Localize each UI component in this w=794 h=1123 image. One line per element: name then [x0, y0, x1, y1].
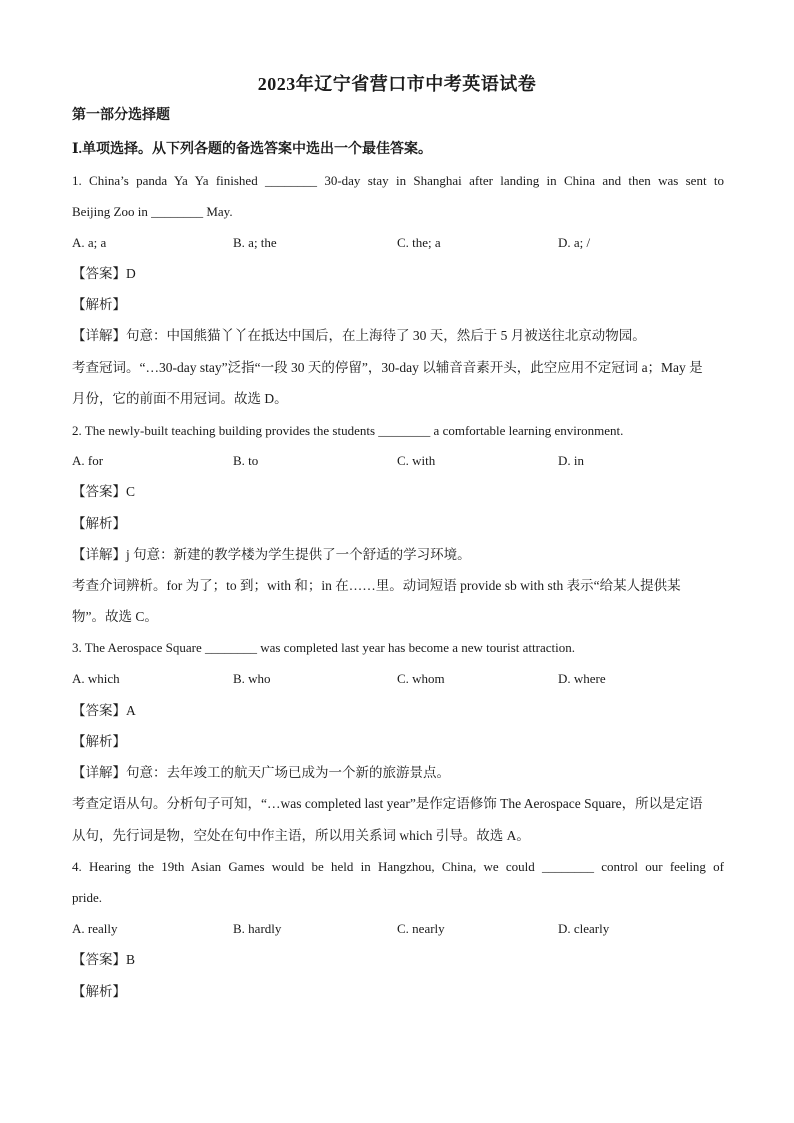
- q3-detail1-text: 句意：去年竣工的航天广场已成为一个新的旅游景点。: [126, 765, 450, 780]
- detail-label: 【详解】: [72, 547, 126, 562]
- q4-option-c: C. nearly: [397, 921, 445, 936]
- q2-analysis-label: 【解析】: [72, 516, 126, 531]
- part-heading: 第一部分选择题: [72, 108, 170, 123]
- q4-stem-line1: 4. Hearing the 19th Asian Games would be held in Hangzhou, China, we could ________ control our feeling of: [72, 859, 724, 874]
- q2-options: [72, 451, 724, 471]
- q1-options: [72, 233, 724, 253]
- q1-detail3: 月份，它的前面不用冠词。故选 D。: [72, 391, 288, 406]
- q2-option-c: C. with: [397, 453, 436, 468]
- answer-label: 【答案】: [72, 266, 126, 281]
- q2-option-b: B. to: [233, 453, 259, 468]
- q2-detail2: 考查介词辨析。for 为了；to 到；with 和；in 在……里。动词短语 provide sb with sth 表示“给某人提供某: [72, 578, 681, 593]
- q1-option-a: A. a; a: [72, 235, 107, 250]
- q3-option-d: D. where: [558, 671, 606, 686]
- q4-analysis-label: 【解析】: [72, 984, 126, 999]
- q1-answer-value: D: [126, 266, 136, 281]
- q1-option-b: B. a; the: [233, 235, 277, 250]
- q1-option-c: C. the; a: [397, 235, 441, 250]
- q3-option-b: B. who: [233, 671, 271, 686]
- q1-answer: [72, 264, 724, 284]
- detail-label: 【详解】: [72, 328, 126, 343]
- q2-option-d: D. in: [558, 453, 584, 468]
- answer-label: 【答案】: [72, 484, 126, 499]
- q4-stem-line2: pride.: [72, 890, 102, 905]
- section-heading: Ⅰ.单项选择。从下列各题的备选答案中选出一个最佳答案。: [72, 142, 433, 157]
- q3-answer: [72, 701, 724, 721]
- q1-stem-line1: 1. China’s panda Ya Ya finished ________ 30-day stay in Shanghai after landing in China and then was sent to: [72, 173, 724, 188]
- q2-option-a: A. for: [72, 453, 104, 468]
- q4-option-d: D. clearly: [558, 921, 610, 936]
- q4-answer-value: B: [126, 952, 136, 967]
- q2-detail3: 物”。故选 C。: [72, 609, 158, 624]
- q1-option-d: D. a; /: [558, 235, 591, 250]
- q4-options: [72, 919, 724, 939]
- q1-stem-line2: Beijing Zoo in ________ May.: [72, 204, 233, 219]
- q3-option-c: C. whom: [397, 671, 445, 686]
- q2-answer-value: C: [126, 484, 136, 499]
- answer-label: 【答案】: [72, 952, 126, 967]
- q2-answer: [72, 482, 724, 502]
- q3-analysis-label: 【解析】: [72, 734, 126, 749]
- q3-detail3: 从句，先行词是物，空处在句中作主语，所以用关系词 which 引导。故选 A。: [72, 828, 530, 843]
- answer-label: 【答案】: [72, 703, 126, 718]
- q3-detail2: 考查定语从句。分析句子可知，“…was completed last year”是作定语修饰 The Aerospace Square，所以是定语: [72, 796, 703, 811]
- q3-stem-line1: 3. The Aerospace Square ________ was completed last year has become a new tourist attraction.: [72, 640, 575, 655]
- page-title: 2023年辽宁省营口市中考英语试卷: [257, 74, 537, 94]
- q2-detail1: [72, 545, 724, 565]
- detail-label: 【详解】: [72, 765, 126, 780]
- q3-answer-value: A: [126, 703, 136, 718]
- q1-detail1-text: 句意：中国熊猫丫丫在抵达中国后，在上海待了 30 天，然后于 5 月被送往北京动物园。: [126, 328, 646, 343]
- q4-option-a: A. really: [72, 921, 118, 936]
- q4-answer: [72, 950, 724, 970]
- q2-stem-line1: 2. The newly-built teaching building provides the students ________ a comfortable learning environment.: [72, 423, 624, 438]
- q2-detail1-text: j 句意：新建的教学楼为学生提供了一个舒适的学习环境。: [126, 547, 471, 562]
- q4-option-b: B. hardly: [233, 921, 282, 936]
- q1-detail1: [72, 326, 724, 346]
- q3-option-a: A. which: [72, 671, 120, 686]
- q3-options: [72, 669, 724, 689]
- q3-detail1: [72, 763, 724, 783]
- q1-analysis-label: 【解析】: [72, 297, 126, 312]
- q1-detail2: 考查冠词。“…30-day stay”泛指“一段 30 天的停留”，30-day 以辅音音素开头，此空应用不定冠词 a；May 是: [72, 360, 703, 375]
